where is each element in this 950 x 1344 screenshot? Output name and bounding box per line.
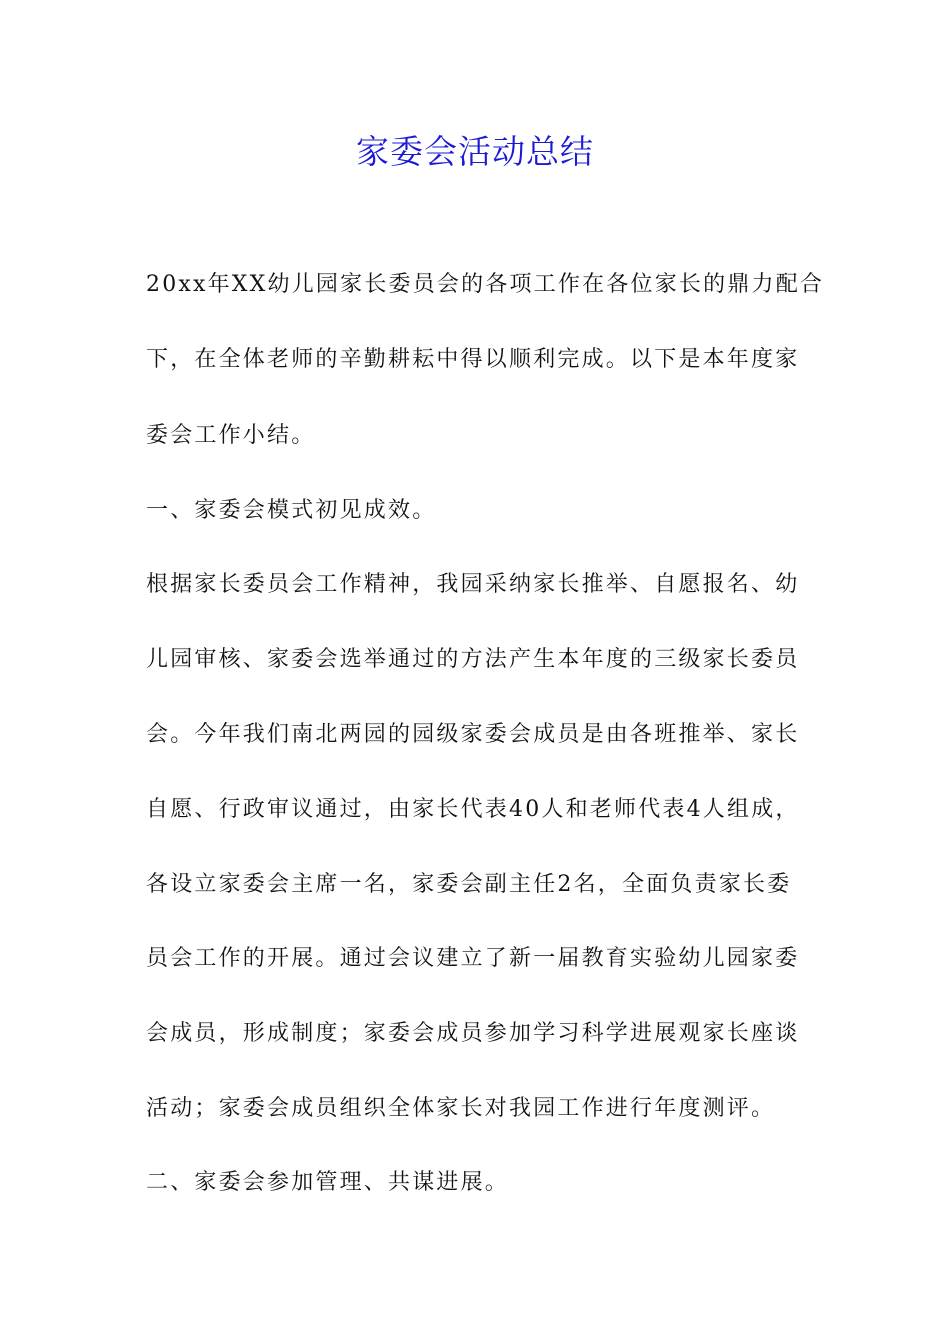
section-heading: 一、家委会模式初见成效。 <box>146 498 437 523</box>
paragraph-line: 下，在全体老师的辛勤耕耘中得以顺利完成。以下是本年度家 <box>146 347 800 372</box>
paragraph-line: 员会工作的开展。通过会议建立了新一届教育实验幼儿园家委 <box>146 946 800 971</box>
paragraph-line: 各设立家委会主席一名，家委会副主任2名，全面负责家长委 <box>146 872 792 897</box>
paragraph-line: 活动；家委会成员组织全体家长对我园工作进行年度测评。 <box>146 1096 776 1121</box>
paragraph-line: 会成员，形成制度；家委会成员参加学习科学进展观家长座谈 <box>146 1021 800 1046</box>
paragraph-line: 根据家长委员会工作精神，我园采纳家长推举、自愿报名、幼 <box>146 572 800 597</box>
paragraph-line: 会。今年我们南北两园的园级家委会成员是由各班推举、家长 <box>146 722 800 747</box>
document-title: 家委会活动总结 <box>356 132 594 171</box>
paragraph-line: 20xx年XX幼儿园家长委员会的各项工作在各位家长的鼎力配合 <box>146 272 825 297</box>
paragraph-line: 自愿、行政审议通过，由家长代表40人和老师代表4人组成， <box>146 797 800 822</box>
section-heading: 二、家委会参加管理、共谋进展。 <box>146 1170 510 1195</box>
paragraph-line: 儿园审核、家委会选举通过的方法产生本年度的三级家长委员 <box>146 647 800 672</box>
paragraph-line: 委会工作小结。 <box>146 423 316 448</box>
